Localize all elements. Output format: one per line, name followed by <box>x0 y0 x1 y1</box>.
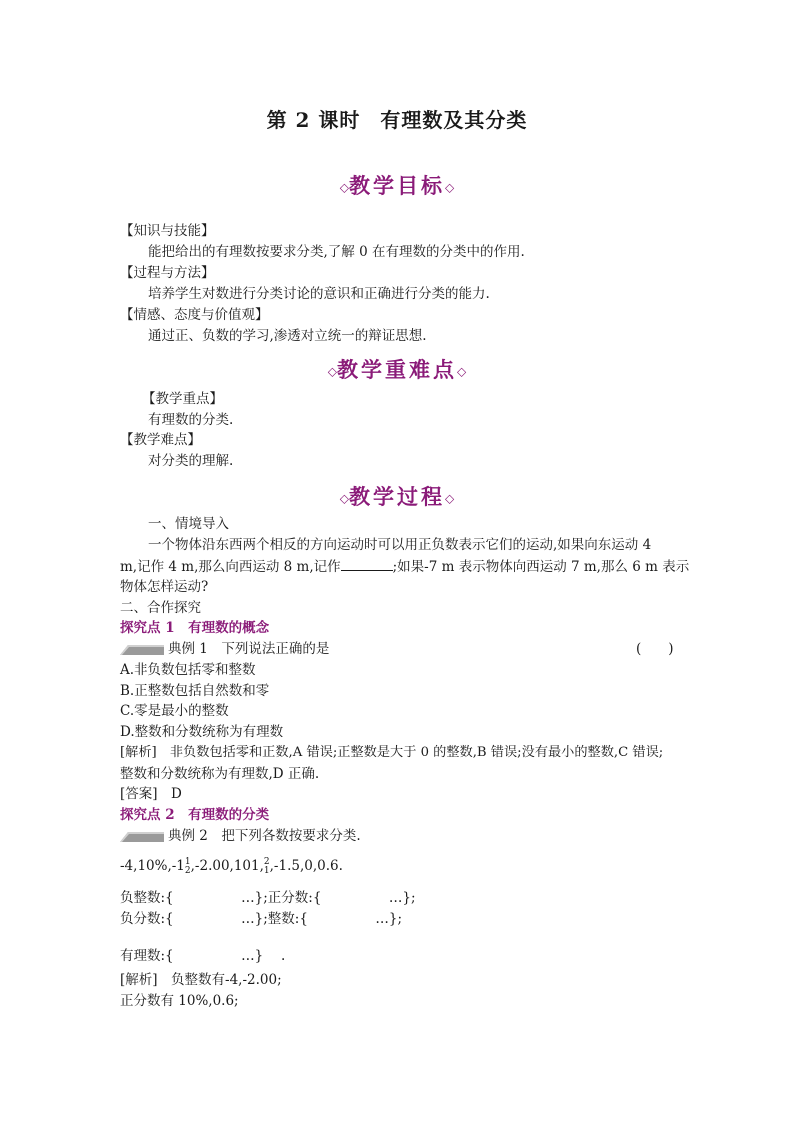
diamond-icon: ◇ <box>339 180 349 195</box>
text-key: 有理数的分类. <box>148 412 234 428</box>
lesson-title <box>0 104 794 133</box>
fraction-two-over-one: 2 1 <box>263 856 270 876</box>
answer-parenthesis: ( ) <box>636 641 674 657</box>
diamond-icon: ◇ <box>327 364 337 379</box>
explore-point-2: 探究点 2 有理数的分类 <box>120 807 270 823</box>
diamond-icon: ◇ <box>445 491 455 506</box>
example-1-analysis-line-2: 整数和分数统称为有理数,D 正确. <box>120 766 320 782</box>
heading-process-method: 【过程与方法】 <box>120 265 215 281</box>
explore-point-1: 探究点 1 有理数的概念 <box>120 620 270 636</box>
heading-difficulty: 【教学难点】 <box>120 432 201 448</box>
option-a: A.非负数包括零和整数 <box>120 662 256 678</box>
example-1-analysis-line-1: [解析] 非负数包括零和正数,A 错误;正整数是大于 0 的整数,B 错误;没有最小的整数,C 错误; <box>120 745 664 760</box>
heading-key: 【教学重点】 <box>142 391 223 407</box>
diamond-icon: ◇ <box>457 364 467 379</box>
diamond-icon: ◇ <box>445 180 455 195</box>
section-heading-process: ◇教学过程◇ <box>339 484 455 509</box>
heading-attitude: 【情感、态度与价值观】 <box>120 307 269 323</box>
example-badge-icon <box>120 828 164 842</box>
fraction-one-half: 1 2 <box>184 856 191 876</box>
intro-line-2: m,记作 4 m,那么向西运动 8 m,记作 ;如果-7 m 表示物体向西运动 7 m,那么 6 m 表示 <box>120 556 689 577</box>
option-b: B.正整数包括自然数和零 <box>120 683 270 699</box>
subsection-intro: 一、情境导入 <box>148 516 229 532</box>
option-d: D.整数和分数统称为有理数 <box>120 724 284 740</box>
example-2-question: 典例 2 把下列各数按要求分类. <box>120 826 361 846</box>
diamond-icon: ◇ <box>339 491 349 506</box>
example-2-analysis-line-2: 正分数有 10%,0.6; <box>120 993 239 1009</box>
lesson-number: 第 2 课时 <box>266 108 361 132</box>
category-line-3: 有理数:{ …} . <box>120 948 286 964</box>
section-heading-key-points: ◇教学重难点◇ <box>327 357 467 382</box>
text-attitude: 通过正、负数的学习,渗透对立统一的辩证思想. <box>148 328 427 344</box>
example-badge-icon <box>120 641 164 655</box>
section-heading-goals: ◇教学目标◇ <box>339 173 455 198</box>
heading-knowledge: 【知识与技能】 <box>120 223 215 239</box>
example-2-analysis-line-1: [解析] 负整数有-4,-2.00; <box>120 972 282 988</box>
example-1-answer: [答案] D <box>120 786 182 802</box>
answer-blank[interactable] <box>341 556 393 571</box>
intro-line-1: 一个物体沿东西两个相反的方向运动时可以用正负数表示它们的运动,如果向东运动 4 <box>148 537 652 553</box>
category-line-1: 负整数:{ …};正分数:{ …}; <box>120 890 416 906</box>
category-line-2: 负分数:{ …};整数:{ …}; <box>120 911 403 927</box>
number-list: -4,10%,-1 1 2 ,-2.00,101, 2 1 ,-1.5,0,0.6. <box>120 856 343 876</box>
intro-line-3: 物体怎样运动? <box>120 579 209 595</box>
lesson-topic: 有理数及其分类 <box>380 108 528 132</box>
text-difficulty: 对分类的理解. <box>148 453 234 469</box>
subsection-explore: 二、合作探究 <box>120 600 201 616</box>
option-c: C.零是最小的整数 <box>120 703 229 719</box>
text-knowledge: 能把给出的有理数按要求分类,了解 0 在有理数的分类中的作用. <box>148 244 525 260</box>
example-1-question: 典例 1 下列说法正确的是 <box>120 639 329 659</box>
text-process-method: 培养学生对数进行分类讨论的意识和正确进行分类的能力. <box>148 286 490 302</box>
